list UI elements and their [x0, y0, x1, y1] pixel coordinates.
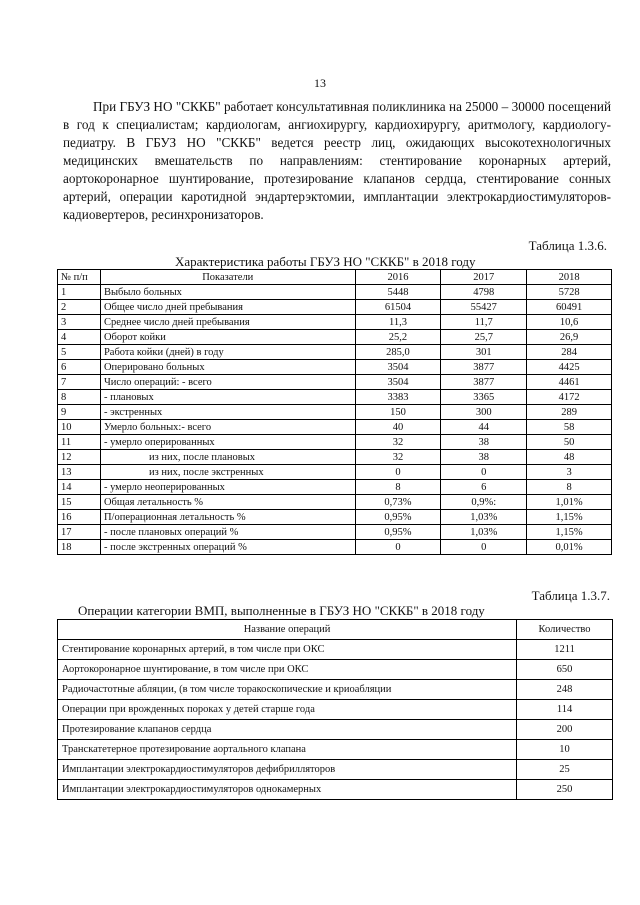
value-cell: 40 [355, 420, 441, 435]
value-cell: 3504 [355, 375, 441, 390]
row-number: 15 [58, 495, 101, 510]
indicator-label: из них, после плановых [100, 450, 355, 465]
value-cell: 0 [441, 465, 527, 480]
operation-name: Стентирование коронарных артерий, в том числе при ОКС [58, 640, 517, 660]
value-cell: 25,2 [355, 330, 441, 345]
row-number: 18 [58, 540, 101, 555]
table-row [58, 285, 612, 300]
value-cell: 8 [355, 480, 441, 495]
table-row [58, 345, 612, 360]
value-cell: 150 [355, 405, 441, 420]
row-number: 6 [58, 360, 101, 375]
table-row [58, 740, 613, 760]
row-number: 8 [58, 390, 101, 405]
indicator-label: Умерло больных:- всего [100, 420, 355, 435]
header-cell: Количество [517, 620, 613, 640]
table-row [58, 330, 612, 345]
table-row [58, 360, 612, 375]
table-row [58, 540, 612, 555]
operation-count: 650 [517, 660, 613, 680]
value-cell: 32 [355, 450, 441, 465]
value-cell: 11,7 [441, 315, 527, 330]
table-row [58, 315, 612, 330]
value-cell: 1,03% [441, 510, 527, 525]
operation-count: 114 [517, 700, 613, 720]
value-cell: 32 [355, 435, 441, 450]
page-number: 13 [314, 76, 326, 90]
value-cell: 58 [527, 420, 612, 435]
row-number: 10 [58, 420, 101, 435]
vmp-operations-table [57, 619, 613, 800]
table-row [58, 640, 613, 660]
operation-count: 10 [517, 740, 613, 760]
hospital-stats-table [57, 269, 612, 555]
table-row [58, 680, 613, 700]
table-row [58, 780, 613, 800]
value-cell: 0,73% [355, 495, 441, 510]
value-cell: 10,6 [527, 315, 612, 330]
operation-name: Протезирование клапанов сердца [58, 720, 517, 740]
operation-name: Имплантации электрокардиостимуляторов однокамерных [58, 780, 517, 800]
value-cell: 44 [441, 420, 527, 435]
value-cell: 3877 [441, 375, 527, 390]
table-row [58, 420, 612, 435]
value-cell: 38 [441, 450, 527, 465]
table-row [58, 390, 612, 405]
row-number: 1 [58, 285, 101, 300]
table2-caption: Таблица 1.3.7. [531, 588, 610, 603]
header-cell: № п/п [58, 270, 101, 285]
row-number: 12 [58, 450, 101, 465]
value-cell: 5728 [527, 285, 612, 300]
value-cell: 1,15% [527, 510, 612, 525]
value-cell: 4461 [527, 375, 612, 390]
value-cell: 5448 [355, 285, 441, 300]
row-number: 13 [58, 465, 101, 480]
table1-title: Характеристика работы ГБУЗ НО "СККБ" в 2018 году [175, 254, 476, 269]
row-number: 11 [58, 435, 101, 450]
value-cell: 1,15% [527, 525, 612, 540]
indicator-label: - после экстренных операций % [100, 540, 355, 555]
value-cell: 3504 [355, 360, 441, 375]
value-cell: 284 [527, 345, 612, 360]
header-cell: Показатели [100, 270, 355, 285]
indicator-label: Выбыло больных [100, 285, 355, 300]
table-row [58, 435, 612, 450]
table1-header-row [58, 270, 612, 285]
value-cell: 4172 [527, 390, 612, 405]
indicator-label: Оборот койки [100, 330, 355, 345]
indicator-label: Общая летальность % [100, 495, 355, 510]
table-row [58, 405, 612, 420]
value-cell: 289 [527, 405, 612, 420]
row-number: 4 [58, 330, 101, 345]
table-row [58, 300, 612, 315]
operation-name: Транскатетерное протезирование аортального клапана [58, 740, 517, 760]
value-cell: 11,3 [355, 315, 441, 330]
intro-paragraph: При ГБУЗ НО "СККБ" работает консультативная поликлиника на 25000 – 30000 посещений в год к специалистам; кардиологам, ангиохирургу, кардиохирургу, аритмологу, кардиологу-педиатру. В ГБУЗ НО "СККБ" ведется реестр лиц, ожидающих высокотехнологичных медицинских вмешательств по направлениям: стентирование коронарных артерий, аортокоронарное шунтирование, протезирование клапанов сердца, стентирование сонных артерий, операции каротидной эндартерэктомии, имплантации электрокардиостимуляторов-кадиовертеров, ресинхронизаторов. [63, 99, 611, 222]
row-number: 14 [58, 480, 101, 495]
table-row [58, 375, 612, 390]
row-number: 7 [58, 375, 101, 390]
operation-name: Имплантации электрокардиостимуляторов дефибрилляторов [58, 760, 517, 780]
value-cell: 8 [527, 480, 612, 495]
operation-name: Радиочастотные абляции, (в том числе торакоскопические и криоабляции [58, 680, 517, 700]
table1-caption: Таблица 1.3.6. [528, 238, 607, 253]
row-number: 17 [58, 525, 101, 540]
row-number: 9 [58, 405, 101, 420]
value-cell: 0,95% [355, 525, 441, 540]
value-cell: 38 [441, 435, 527, 450]
header-cell: 2018 [527, 270, 612, 285]
value-cell: 60491 [527, 300, 612, 315]
row-number: 16 [58, 510, 101, 525]
value-cell: 0 [441, 540, 527, 555]
value-cell: 0 [355, 540, 441, 555]
table2-title: Операции категории ВМП, выполненные в ГБУЗ НО "СККБ" в 2018 году [78, 603, 485, 618]
indicator-label: - экстренных [100, 405, 355, 420]
indicator-label: - после плановых операций % [100, 525, 355, 540]
value-cell: 300 [441, 405, 527, 420]
operation-count: 1211 [517, 640, 613, 660]
indicator-label: - плановых [100, 390, 355, 405]
operation-count: 250 [517, 780, 613, 800]
indicator-label: Число операций: - всего [100, 375, 355, 390]
value-cell: 50 [527, 435, 612, 450]
table-row [58, 450, 612, 465]
value-cell: 4425 [527, 360, 612, 375]
row-number: 2 [58, 300, 101, 315]
value-cell: 0 [355, 465, 441, 480]
table-row [58, 700, 613, 720]
value-cell: 0,01% [527, 540, 612, 555]
header-cell: 2016 [355, 270, 441, 285]
value-cell: 1,01% [527, 495, 612, 510]
value-cell: 25,7 [441, 330, 527, 345]
value-cell: 61504 [355, 300, 441, 315]
row-number: 3 [58, 315, 101, 330]
value-cell: 55427 [441, 300, 527, 315]
operation-name: Операции при врожденных пороках у детей старше года [58, 700, 517, 720]
value-cell: 4798 [441, 285, 527, 300]
indicator-label: Среднее число дней пребывания [100, 315, 355, 330]
indicator-label: из них, после экстренных [100, 465, 355, 480]
value-cell: 285,0 [355, 345, 441, 360]
table-row [58, 720, 613, 740]
indicator-label: - умерло неоперированных [100, 480, 355, 495]
indicator-label: Общее число дней пребывания [100, 300, 355, 315]
operation-count: 200 [517, 720, 613, 740]
value-cell: 3365 [441, 390, 527, 405]
operation-count: 25 [517, 760, 613, 780]
value-cell: 301 [441, 345, 527, 360]
value-cell: 3877 [441, 360, 527, 375]
value-cell: 0,95% [355, 510, 441, 525]
table-row [58, 760, 613, 780]
value-cell: 48 [527, 450, 612, 465]
table-row [58, 510, 612, 525]
table2-header-row [58, 620, 613, 640]
value-cell: 6 [441, 480, 527, 495]
table-row [58, 525, 612, 540]
table-row [58, 465, 612, 480]
value-cell: 1,03% [441, 525, 527, 540]
operation-count: 248 [517, 680, 613, 700]
value-cell: 26,9 [527, 330, 612, 345]
table-row [58, 480, 612, 495]
row-number: 5 [58, 345, 101, 360]
indicator-label: Работа койки (дней) в году [100, 345, 355, 360]
value-cell: 0,9%: [441, 495, 527, 510]
value-cell: 3383 [355, 390, 441, 405]
header-cell: Название операций [58, 620, 517, 640]
header-cell: 2017 [441, 270, 527, 285]
table-row [58, 495, 612, 510]
value-cell: 3 [527, 465, 612, 480]
indicator-label: Оперировано больных [100, 360, 355, 375]
indicator-label: П/операционная летальность % [100, 510, 355, 525]
operation-name: Аортокоронарное шунтирование, в том числе при ОКС [58, 660, 517, 680]
indicator-label: - умерло оперированных [100, 435, 355, 450]
table-row [58, 660, 613, 680]
